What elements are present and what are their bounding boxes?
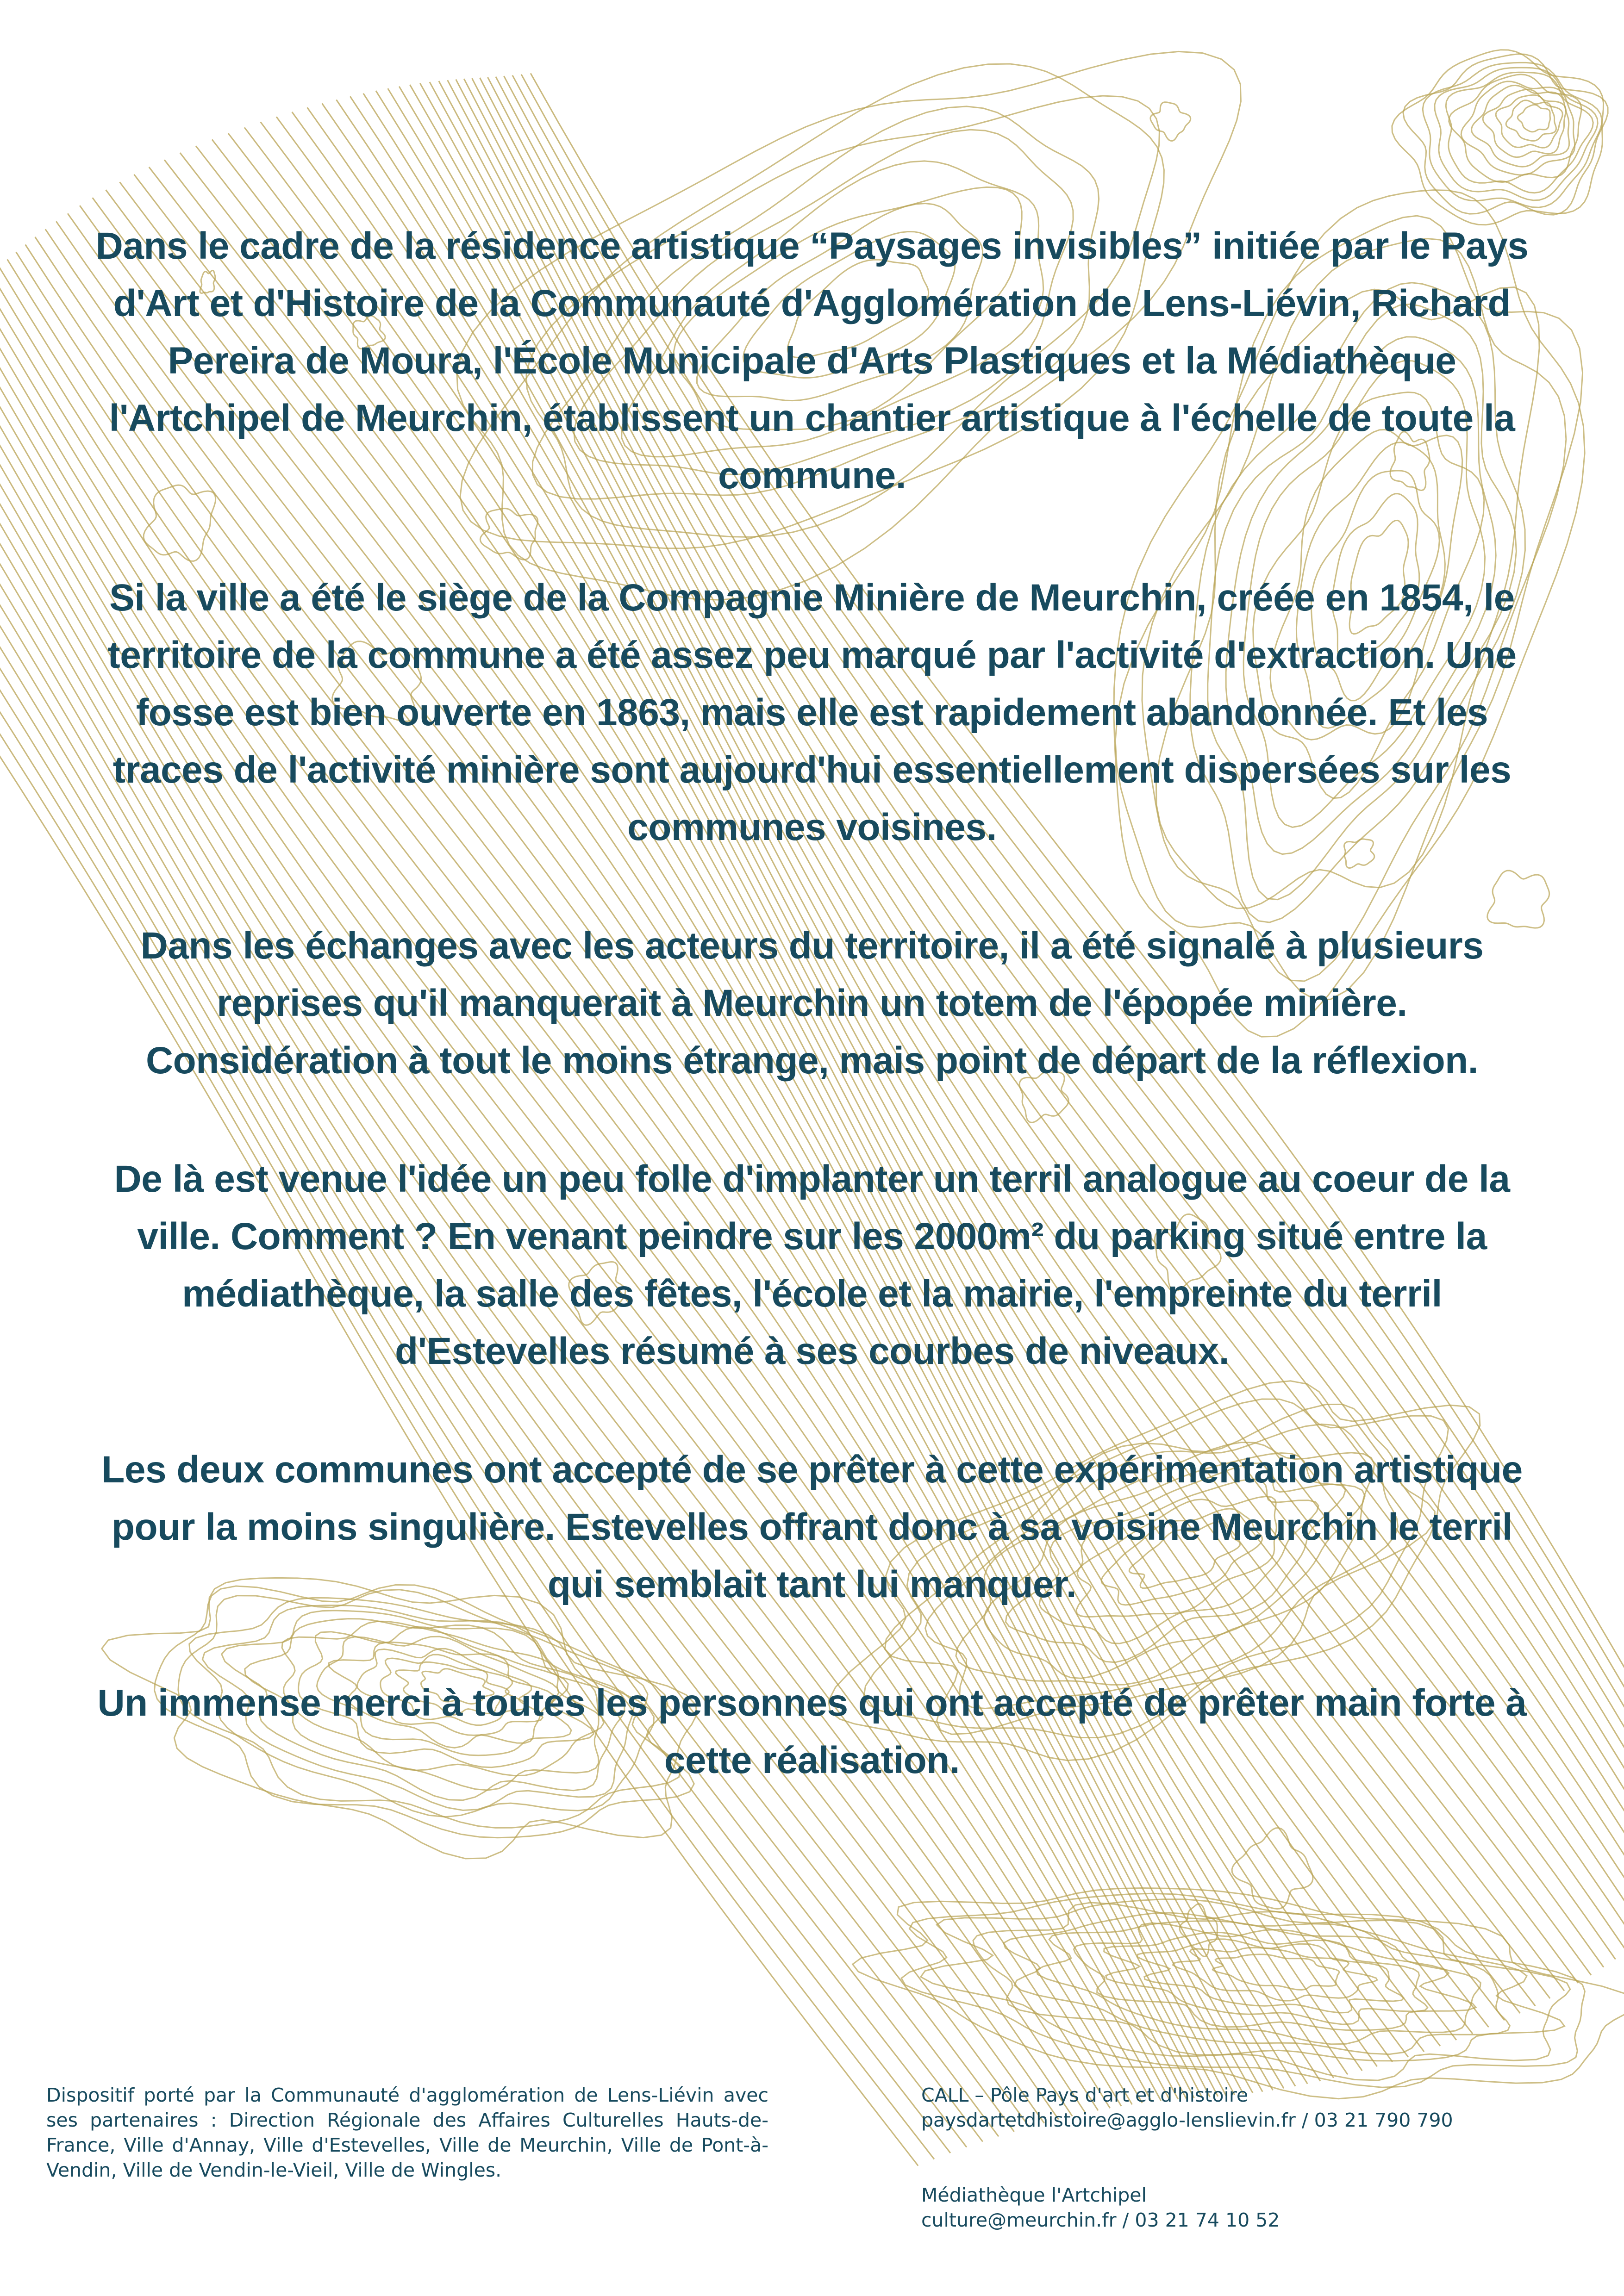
media-contact: culture@meurchin.fr / 03 21 74 10 52 [921, 2209, 1280, 2231]
contour-loop [1518, 105, 1550, 132]
paragraph-exchanges: Dans les échanges avec les acteurs du territoire, il a été signalé à plusieurs reprises qu'il manquerait à Meurchin un totem de l'épopée minière. Considération à tout le moins étrange, mais point de départ de la réflexion. [140, 925, 1484, 1082]
footer-contacts [921, 2083, 1579, 2233]
call-name: CALL – Pôle Pays d'art et d'histoire [921, 2084, 1249, 2106]
media-name: Médiathèque l'Artchipel [921, 2184, 1147, 2206]
contour-loop [1104, 1932, 1428, 2024]
contour-loop [1483, 89, 1566, 157]
footer-partners: Dispositif porté par la Communauté d'agglomération de Lens-Liévin avec ses partenaires : Direction Régionale des Affaires Culturelles Hauts-de-France, Ville d'Annay, Ville d'Estevelles, Ville de Meurchin, Ville de Pont-à-Vendin, Ville de Vendin-le-Vieil, Ville de Wingles. [46, 2084, 768, 2181]
paragraph-communes: Les deux communes ont accepté de se prêter à cette expérimentation artistique pour la moins singulière. Estevelles offrant donc à sa voisine Meurchin le terril qui semblait tant lui manquer. [101, 1449, 1523, 1605]
paragraph-history: Si la ville a été le siège de la Compagnie Minière de Meurchin, créée en 1854, le territoire de la commune a été assez peu marqué par l'activité d'extraction. Une fosse est bien ouverte en 1863, mais elle est rapidement abandonnée. Et les traces de l'activité minière sont aujourd'hui essentiellement dispersées sur les communes voisines. [107, 577, 1517, 848]
paragraph-intro: Dans le cadre de la résidence artistique “Paysages invisibles” initiée par le Pays d'Art et d'Histoire de la Communauté d'Agglomération de Lens-Liévin, Richard Pereira de Moura, l'École Municipale d'Arts Plastiques et la Médiathèque l'Artchipel de Meurchin, établissent un chantier artistique à l'échelle de toute la commune. [95, 225, 1529, 497]
call-contact: paysdartetdhistoire@agglo-lenslievin.fr / 03 21 790 790 [921, 2109, 1453, 2131]
paragraph-idea: De là est venue l'idée un peu folle d'implanter un terril analogue au coeur de la ville. Comment ? En venant peindre sur les 2000m² du parking situé entre la médiathèque, la salle des fêtes, l'école et la mairie, l'empreinte du terril d'Estevelles résumé à ses courbes de niveaux. [114, 1158, 1510, 1372]
main-text [93, 218, 1531, 1850]
paragraph-thanks: Un immense merci à toutes les personnes qui ont accepté de prêter main forte à cette réalisation. [97, 1682, 1527, 1781]
